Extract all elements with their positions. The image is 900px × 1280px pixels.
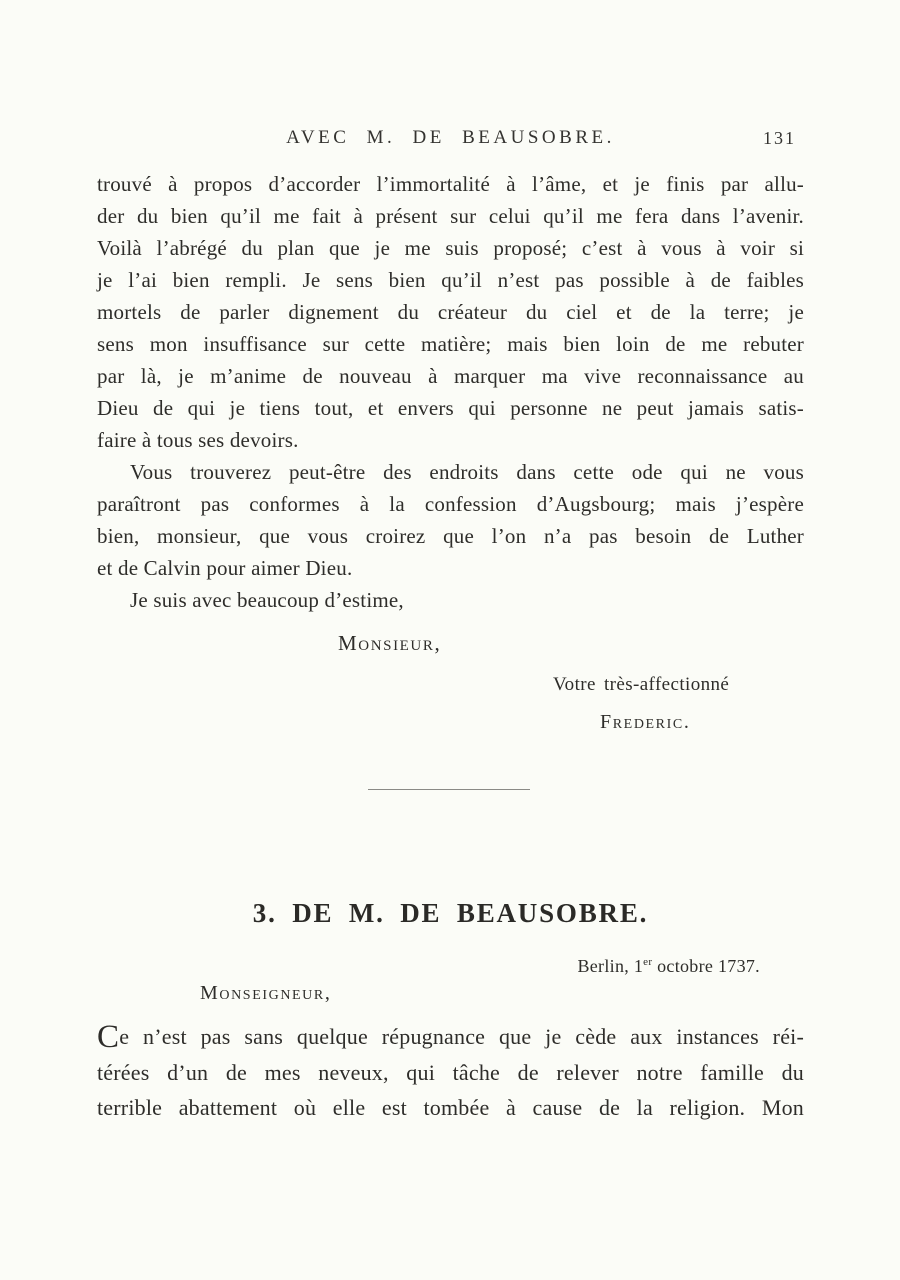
text-line: paraîtront pas conformes à la confession d’Augsbourg; mais j’espère <box>97 492 804 516</box>
text-line: Voilà l’abrégé du plan que je me suis proposé; c’est à vous à voir si <box>97 236 804 260</box>
text-line: par là, je m’anime de nouveau à marquer ma vive reconnaissance au <box>97 364 804 388</box>
dateline <box>97 956 804 977</box>
dateline-prefix: Berlin, 1 <box>577 956 644 976</box>
text-line: mortels de parler dignement du créateur du ciel et de la terre; je <box>97 300 804 324</box>
text-line: et de Calvin pour aimer Dieu. <box>97 556 353 580</box>
text-line: faire à tous ses devoirs. <box>97 428 299 452</box>
lead-initial-capital: C <box>97 1019 120 1055</box>
text-line: trouvé à propos d’accorder l’immortalité à l’âme, et je finis par allu- <box>97 172 804 196</box>
text-line: je l’ai bien rempli. Je sens bien qu’il n’est pas possible à de faibles <box>97 268 804 292</box>
section-divider-rule <box>368 789 530 790</box>
signature-frederic: Frederic. <box>600 711 691 733</box>
salutation-monsieur: Monsieur, <box>338 631 442 655</box>
paragraph-1 <box>97 168 804 456</box>
paragraph-3-rest <box>97 1055 804 1125</box>
text-line: Dieu de qui je tiens tout, et envers qui personne ne peut jamais satis- <box>97 396 804 420</box>
text-line: bien, monsieur, que vous croirez que l’on n’a pas besoin de Luther <box>97 524 804 548</box>
dateline-suffix: octobre 1737. <box>652 956 760 976</box>
running-header <box>97 127 804 149</box>
paragraph-2 <box>97 456 804 584</box>
text-line: Vous trouverez peut-être des endroits dans cette ode qui ne vous <box>130 460 804 484</box>
salutation-monseigneur: Monseigneur, <box>200 982 332 1004</box>
page-number: 131 <box>763 128 796 148</box>
text-line: sens mon insuffisance sur cette matière; mais bien loin de me rebuter <box>97 332 804 356</box>
paragraph-3-first-line: e n’est pas sans quelque répugnance que je cède aux instances réi- <box>119 1024 804 1049</box>
text-line: terrible abattement où elle est tombée à cause de la religion. Mon <box>97 1095 804 1120</box>
text-line: der du bien qu’il me fait à présent sur celui qu’il me fera dans l’avenir. <box>97 204 804 228</box>
valediction-line: Votre très-affectionné <box>553 674 730 695</box>
dateline-ordinal-superscript: er <box>643 956 653 968</box>
text-line: térées d’un de mes neveux, qui tâche de relever notre famille du <box>97 1060 804 1085</box>
letter-body <box>97 168 804 734</box>
running-header-title: AVEC M. DE BEAUSOBRE. <box>286 127 615 148</box>
closing-line: Je suis avec beaucoup d’estime, <box>130 588 404 612</box>
section-heading: 3. DE M. DE BEAUSOBRE. <box>252 898 649 928</box>
text-line <box>97 1019 804 1055</box>
paragraph-3 <box>97 1019 804 1125</box>
